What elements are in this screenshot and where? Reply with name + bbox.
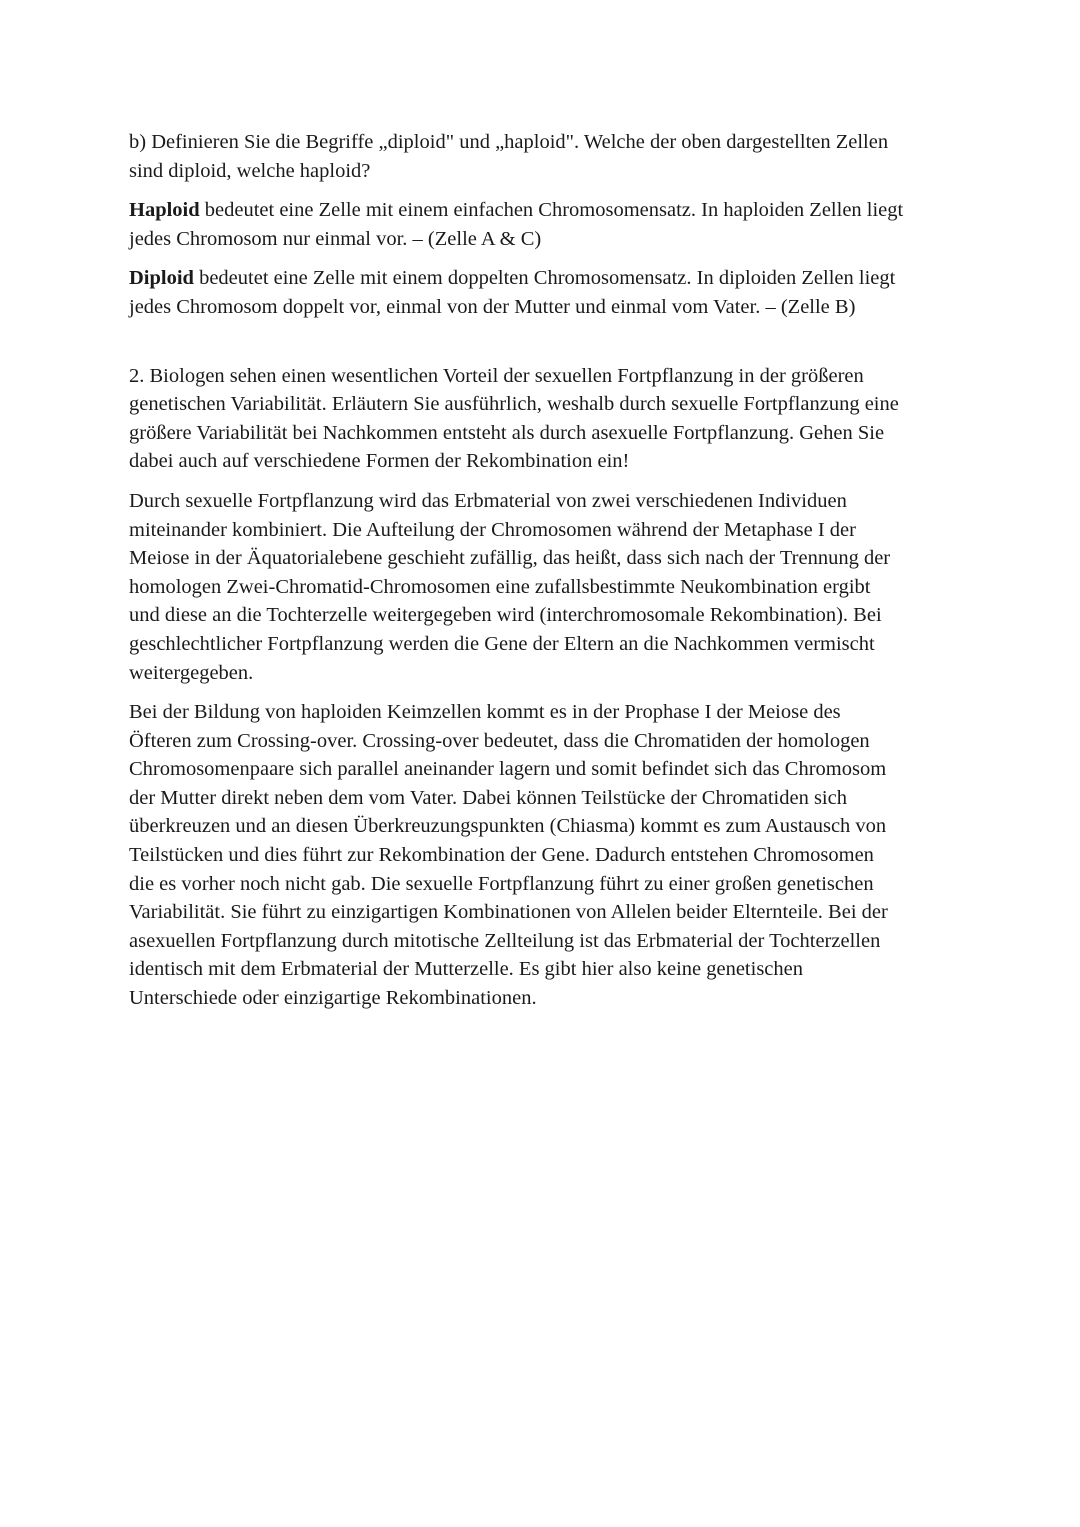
answer-1-line: und diese an die Tochterzelle weitergegeben wird (interchromosomale Rekombination). Bei — [129, 604, 882, 627]
answer-1-line: weitergegeben. — [129, 661, 254, 684]
answer-2-line: der Mutter direkt neben dem vom Vater. Dabei können Teilstücke der Chromatiden sich — [129, 786, 847, 809]
question-2-line: 2. Biologen sehen einen wesentlichen Vorteil der sexuellen Fortpflanzung in der größeren — [129, 364, 864, 387]
answer-2-line: die es vorher noch nicht gab. Die sexuelle Fortpflanzung führt zu einer großen genetischen — [129, 872, 874, 895]
answer-paragraph-2 — [129, 698, 964, 1013]
haploid-term: Haploid — [129, 199, 200, 222]
answer-paragraph-1 — [129, 487, 964, 687]
diploid-definition — [129, 264, 964, 321]
diploid-term: Diploid — [129, 267, 194, 290]
answer-1-line: geschlechtlicher Fortpflanzung werden die Gene der Eltern an die Nachkommen vermischt — [129, 632, 875, 655]
answer-2-line: identisch mit dem Erbmaterial der Mutterzelle. Es gibt hier also keine genetischen — [129, 958, 803, 981]
haploid-line: jedes Chromosom nur einmal vor. – (Zelle A & C) — [129, 227, 542, 250]
question-b — [129, 128, 964, 185]
answer-1-line: miteinander kombiniert. Die Aufteilung der Chromosomen während der Metaphase I der — [129, 518, 856, 541]
question-2-line: größere Variabilität bei Nachkommen entsteht als durch asexuelle Fortpflanzung. Gehen Sie — [129, 421, 885, 444]
answer-1-line: Durch sexuelle Fortpflanzung wird das Erbmaterial von zwei verschiedenen Individuen — [129, 489, 847, 512]
question-2 — [129, 362, 964, 476]
diploid-line: jedes Chromosom doppelt vor, einmal von der Mutter und einmal vom Vater. – (Zelle B) — [129, 295, 856, 318]
answer-2-line: Öfteren zum Crossing-over. Crossing-over bedeutet, dass die Chromatiden der homologen — [129, 729, 870, 752]
answer-2-line: Unterschiede oder einzigartige Rekombinationen. — [129, 987, 537, 1010]
diploid-line — [129, 264, 964, 293]
haploid-definition — [129, 196, 964, 253]
answer-2-line: Chromosomenpaare sich parallel aneinander lagern und somit befindet sich das Chromosom — [129, 758, 887, 781]
answer-2-line: Variabilität. Sie führt zu einzigartigen Kombinationen von Allelen beider Elternteile. Bei der — [129, 901, 888, 924]
question-2-line: dabei auch auf verschiedene Formen der Rekombination ein! — [129, 450, 630, 473]
document-content — [129, 128, 964, 1013]
question-b-line: b) Definieren Sie die Begriffe „diploid" und „haploid". Welche der oben dargestellten Zellen — [129, 131, 889, 153]
answer-2-line: Teilstücken und dies führt zur Rekombination der Gene. Dadurch entstehen Chromosomen — [129, 844, 874, 867]
answer-2-line: überkreuzen und an diesen Überkreuzungspunkten (Chiasma) kommt es zum Austausch von — [129, 815, 887, 838]
question-2-line: genetischen Variabilität. Erläutern Sie ausführlich, weshalb durch sexuelle Fortpflanzung eine — [129, 393, 899, 416]
haploid-text: bedeutet eine Zelle mit einem einfachen Chromosomensatz. In haploiden Zellen liegt — [199, 199, 904, 222]
haploid-line — [129, 196, 964, 225]
answer-2-line: Bei der Bildung von haploiden Keimzellen kommt es in der Prophase I der Meiose des — [129, 701, 841, 724]
diploid-text: bedeutet eine Zelle mit einem doppelten Chromosomensatz. In diploiden Zellen liegt — [193, 267, 896, 290]
answer-2-line: asexuellen Fortpflanzung durch mitotische Zellteilung ist das Erbmaterial der Tochterzellen — [129, 929, 881, 952]
answer-1-line: homologen Zwei-Chromatid-Chromosomen eine zufallsbestimmte Neukombination ergibt — [129, 575, 871, 598]
question-b-line: sind diploid, welche haploid? — [129, 159, 371, 182]
answer-1-line: Meiose in der Äquatorialebene geschieht zufällig, das heißt, dass sich nach der Trennung der — [129, 547, 891, 570]
